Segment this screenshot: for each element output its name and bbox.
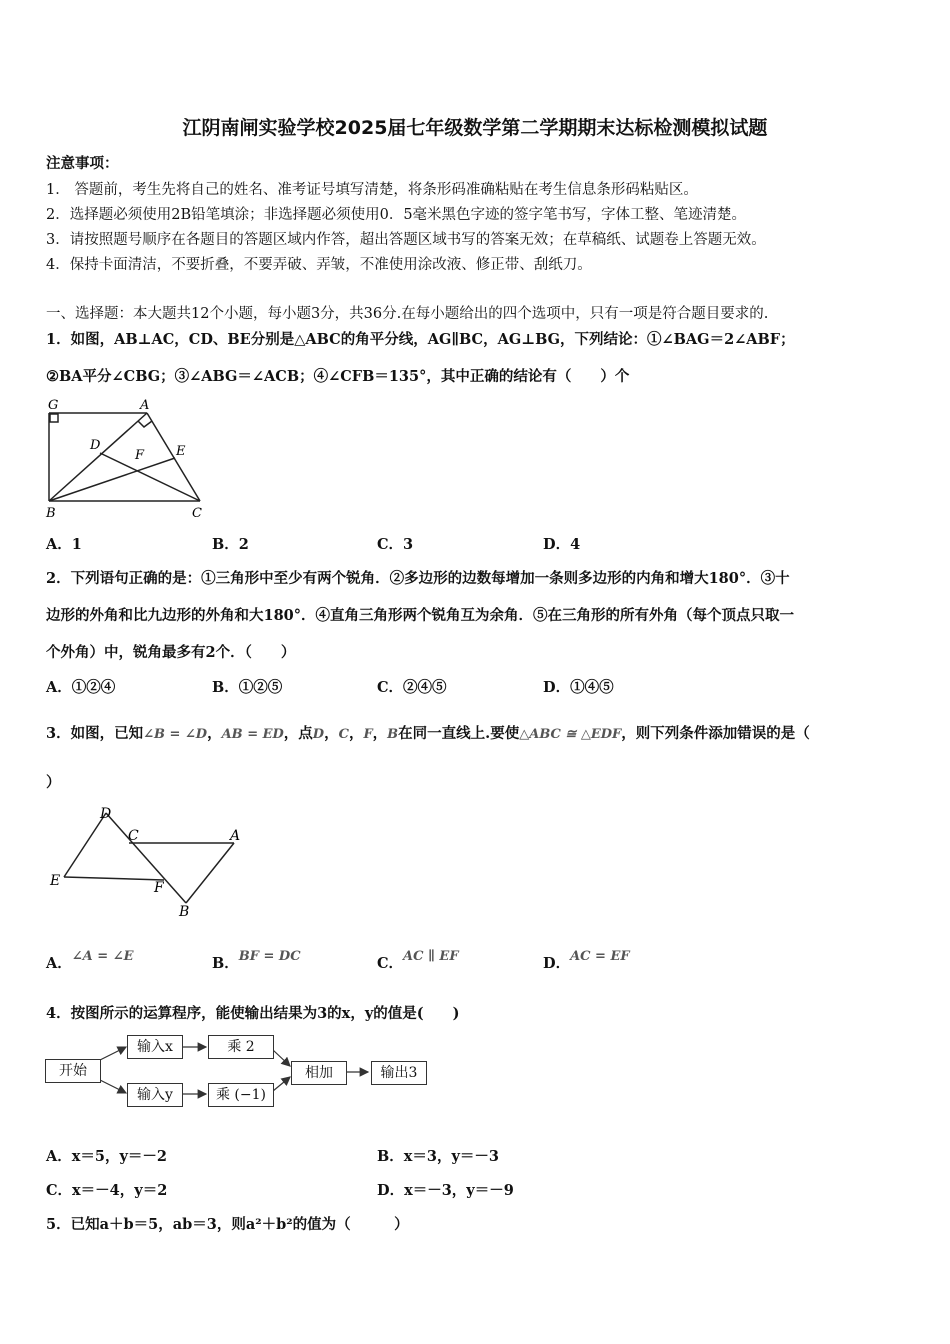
notice-item: 4．保持卡面清洁，不要折叠，不要弄破、弄皱，不准使用涂改液、修正带、刮纸刀。 <box>46 257 592 273</box>
q5-text: 5．已知a＋b＝5，ab＝3，则a²＋b²的值为（ ） <box>46 1216 409 1233</box>
fig-label: B <box>179 904 190 920</box>
q1-option-c[interactable]: C．3 <box>377 536 414 553</box>
q3-cong: △ABC ≅ △EDF <box>519 727 622 742</box>
q1-text-line1: 1．如图，AB⊥AC，CD、BE分别是△ABC的角平分线，AG∥BC，AG⊥BG，下列结论：①∠BAG＝2∠ABF； <box>46 331 795 348</box>
q3-option-math: ∠A = ∠E <box>71 949 134 964</box>
q3-sep: ， <box>207 725 222 742</box>
q3-option-math: BF = DC <box>238 949 301 964</box>
q1-option-a[interactable]: A．1 <box>46 536 82 553</box>
q3-option-letter: D． <box>543 955 571 972</box>
section-heading: 一、选择题：本大题共12个小题，每小题3分，共36分.在每小题给出的四个选项中，只有一项是符合题目要求的. <box>46 306 769 322</box>
q3-pt: C <box>338 727 349 742</box>
fig-label: C <box>192 506 202 521</box>
flow-input-x: 输入x <box>127 1035 183 1059</box>
q3-option-c[interactable] <box>377 949 459 973</box>
q4-option-a[interactable]: A．x＝5，y＝－2 <box>46 1148 167 1165</box>
q3-suffix2: ，则下列条件添加错误的是（ <box>621 725 810 742</box>
q4-option-b[interactable]: B．x＝3，y＝－3 <box>377 1148 500 1165</box>
notice-item: 3．请按照题号顺序在各题目的答题区域内作答，超出答题区域书写的答案无效；在草稿纸、试题卷上答题无效。 <box>46 232 766 248</box>
q2-text-line3: 个外角）中，锐角最多有2个．（ ） <box>46 644 296 661</box>
q3-option-letter: C． <box>377 955 404 972</box>
q1-option-d[interactable]: D．4 <box>543 536 581 553</box>
fig-label: A <box>230 828 241 844</box>
q3-figure <box>44 800 254 920</box>
notice-item: 2．选择题必须使用2B铅笔填涂；非选择题必须使用0．5毫米黑色字迹的签字笔书写，字体工整、笔迹清楚。 <box>46 207 747 223</box>
flow-start: 开始 <box>45 1059 101 1083</box>
fig-label: A <box>140 398 150 413</box>
q2-option-d[interactable]: D．①④⑤ <box>543 679 614 696</box>
q2-option-b[interactable]: B．①②⑤ <box>212 679 283 696</box>
fig-label: E <box>176 444 186 459</box>
flow-output: 输出3 <box>371 1061 427 1085</box>
fig-label: B <box>46 506 56 521</box>
q1-figure <box>40 393 220 523</box>
fig-label: E <box>50 873 61 889</box>
q2-text-line2: 边形的外角和比九边形的外角和大180°．④直角三角形两个锐角互为余角．⑤在三角形的所有外角（每个顶点只取一 <box>46 607 795 624</box>
q3-pt: B <box>387 727 399 742</box>
q2-text-line1: 2．下列语句正确的是：①三角形中至少有两个锐角．②多边形的边数每增加一条则多边形的内角和增大180°．③十 <box>46 570 790 587</box>
q3-option-letter: B． <box>212 955 239 972</box>
q1-text-line2: ②BA平分∠CBG；③∠ABG＝∠ACB；④∠CFB＝135°，其中正确的结论有（ ）个 <box>46 368 630 385</box>
flow-multiply-2: 乘 2 <box>208 1035 274 1059</box>
notice-item: 1． 答题前，考生先将自己的姓名、准考证号填写清楚，将条形码准确粘贴在考生信息条形码粘贴区。 <box>46 182 698 198</box>
q3-suffix1: 在同一直线上.要使 <box>398 725 520 742</box>
q3-option-math: AC = EF <box>570 949 630 964</box>
q3-option-a[interactable] <box>46 949 134 973</box>
q3-cond1: ∠B = ∠D <box>143 727 208 742</box>
fig-label: D <box>100 806 112 822</box>
flow-input-y: 输入y <box>127 1083 183 1107</box>
fig-label: F <box>154 880 164 896</box>
q3-text-line2: ） <box>46 774 61 791</box>
q3-option-d[interactable] <box>543 949 630 973</box>
flow-add: 相加 <box>291 1061 347 1085</box>
q1-option-b[interactable]: B．2 <box>212 536 249 553</box>
fig-label: G <box>48 398 59 413</box>
q3-option-math: AC ∥ EF <box>403 949 459 964</box>
q3-prefix: 3．如图，已知 <box>46 725 144 742</box>
q4-option-c[interactable]: C．x＝－4，y＝2 <box>46 1182 168 1199</box>
fig-label: F <box>135 448 145 463</box>
q3-option-b[interactable] <box>212 949 301 973</box>
q4-text: 4．按图所示的运算程序，能使输出结果为3的x，y的值是( ) <box>46 1005 460 1022</box>
q2-option-c[interactable]: C．②④⑤ <box>377 679 447 696</box>
q3-text-line1: 3．如图，已知∠B = ∠D，AB = ED，点D，C，F，B在同一直线上.要使△ABC ≅ △EDF，则下列条件添加错误的是（ <box>46 725 810 742</box>
q3-pt: D <box>312 727 325 742</box>
q3-pt: F <box>363 727 373 742</box>
q4-option-d[interactable]: D．x＝－3，y＝－9 <box>377 1182 514 1199</box>
page-title: 江阴南闸实验学校2025届七年级数学第二学期期末达标检测模拟试题 <box>182 117 768 139</box>
q3-mid: ，点 <box>283 725 313 742</box>
fig-label: D <box>90 438 101 453</box>
notice-heading: 注意事项： <box>46 155 119 172</box>
q3-option-letter: A． <box>46 955 72 972</box>
q3-cond2: AB = ED <box>221 727 284 742</box>
q2-option-a[interactable]: A．①②④ <box>46 679 116 696</box>
flow-multiply-neg1: 乘 (−1) <box>208 1083 274 1107</box>
fig-label: C <box>128 828 139 844</box>
